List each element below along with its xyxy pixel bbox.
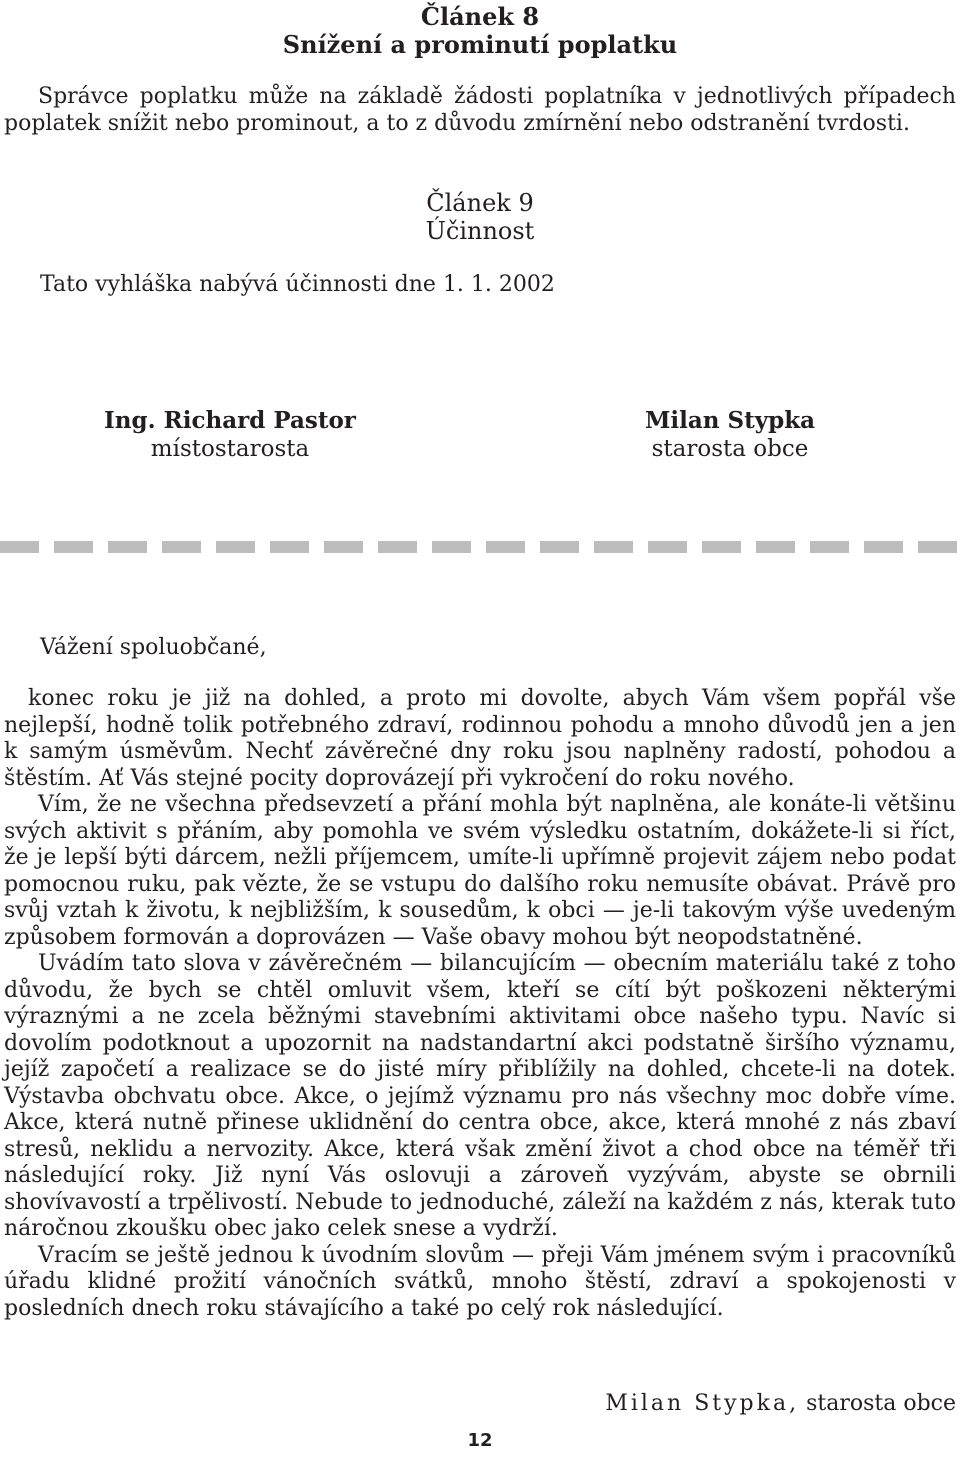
article-8-number: Článek 8: [420, 2, 540, 31]
letter-greeting: Vážení spoluobčané,: [40, 635, 267, 660]
closing-name: Milan Stypka,: [605, 1391, 800, 1416]
article-9-title: Účinnost: [425, 217, 535, 245]
letter-paragraph: Uvádím tato slova v závěrečném — bilancujícím — obecním materiálu také z toho důvodu, že bych se chtěl omluvit všem, kteří se cítí být poškozeni některými výraznými a ne zcela běžnými stavebními aktivitami obce našeho typu. Navíc si dovolím podotknout a upozornit na nadstandartní akci podstatně širšího významu, jejíž započetí a realizace se do jisté míry přiblížily na dohled, chcete-li na dotek. Výstavba obchvatu obce. Akce, o jejímž významu pro nás všechny moc dobře víme. Akce, která nutně přinese uklidnění do centra obce, akce, která mnohé z nás zbaví stresů, neklidu a nervozity. Akce, která však změní život a chod obce na téměř tři následující roky. Již nyní Vás oslovuji a zároveň vyzývám, abyste se obrnili shovívavostí a trpělivostí. Nebude to jednoduché, záleží na každém z nás, kterak tuto náročnou zkoušku obec jako celek snese a vydrží.: [4, 951, 956, 1241]
page-number: 12: [467, 1430, 493, 1451]
signature-name: Ing. Richard Pastor: [104, 407, 356, 434]
closing-role: starosta obce: [806, 1391, 956, 1416]
article-8-text: Správce poplatku může na základě žádosti poplatníka v jednotlivých případech poplatek snížit nebo prominout, a to z důvodu zmírnění nebo odstranění tvrdosti.: [4, 84, 956, 136]
article-9-number: Článek 9: [426, 189, 534, 217]
signature-name: Milan Stypka: [644, 407, 816, 434]
signature-mayor: [550, 406, 910, 464]
dashed-separator: [0, 541, 960, 553]
signature-deputy-mayor: [50, 406, 410, 464]
letter-paragraph: konec roku je již na dohled, a proto mi dovolte, abych Vám všem popřál vše nejlepší, hodně tolik potřebného zdraví, rodinnou pohodu a mnoho důvodů jen a jen k samým úsměvům. Nechť závěrečné dny roku jsou naplněny radostí, pohodou a štěstím. Ať Vás stejné pocity doprovázejí při vykročení do roku nového.: [4, 686, 956, 791]
signature-role: starosta obce: [651, 436, 809, 462]
letter-body: [4, 686, 956, 1322]
letter-closing: [605, 1390, 956, 1417]
article-9-text: Tato vyhláška nabývá účinnosti dne 1. 1. 2002: [40, 272, 555, 297]
signature-role: místostarosta: [150, 436, 310, 462]
article-8-title: Snížení a prominutí poplatku: [282, 30, 678, 59]
letter-paragraph: Vím, že ne všechna předsevzetí a přání mohla být naplněna, ale konáte-li většinu svých aktivit s přáním, aby pomohla ve svém výsledku ostatním, dokážete-li si říct, že je lepší býti dárcem, nežli příjemcem, umíte-li upřímně projevit zájem nebo podat pomocnou ruku, pak vězte, že se vstupu do dalšího roku nemusíte obávat. Právě pro svůj vztah k životu, k nejbližším, k sousedům, k obci — je-li takovým výše uvedeným způsobem formován a doprovázen — Vaše obavy mohou být neopodstatněné.: [4, 792, 956, 950]
letter-paragraph: Vracím se ještě jednou k úvodním slovům — přeji Vám jménem svým i pracovníků úřadu klidné prožití vánočních svátků, mnoho štěstí, zdraví a spokojenosti v posledních dnech roku stávajícího a také po celý rok následující.: [4, 1242, 956, 1321]
